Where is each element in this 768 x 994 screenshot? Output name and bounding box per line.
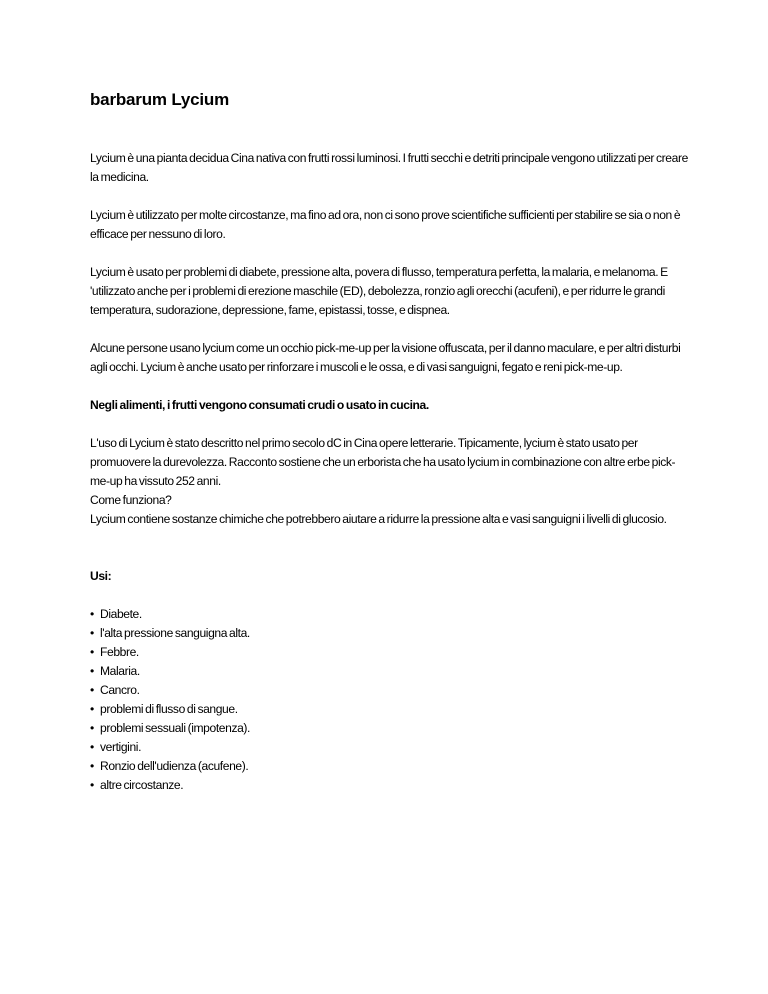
uses-list — [90, 605, 690, 795]
bullet-icon: • — [90, 702, 94, 716]
bullet-icon: • — [90, 645, 94, 659]
bullet-icon: • — [90, 721, 94, 735]
list-item — [90, 624, 690, 643]
paragraph-eyes: Alcune persone usano lycium come un occhio pick-me-up per la visione offuscata, per il danno maculare, e per altri disturbi agli occhi. Lycium è anche usato per rinforzare i muscoli e le ossa, e di vasi sanguigni, fegato e reni pick-me-up. — [90, 341, 681, 374]
list-item-label: vertigini. — [100, 740, 142, 754]
bullet-icon: • — [90, 626, 94, 640]
list-item-label: Febbre. — [100, 645, 139, 659]
list-item-label: Malaria. — [100, 664, 140, 678]
list-item-label: altre circostanze. — [100, 778, 184, 792]
list-item — [90, 605, 690, 624]
document-body — [90, 149, 690, 795]
document-title: barbarum Lycium — [90, 90, 230, 109]
list-item-label: problemi di flusso di sangue. — [100, 702, 238, 716]
paragraph-history: L'uso di Lycium è stato descritto nel primo secolo dC in Cina opere letterarie. Tipicamente, lycium è stato usato per promuovere la durevolezza. Racconto sostiene che un erborista che ha usato lycium in combinazione con altre erbe pick-me-up ha vissuto 252 anni. — [90, 436, 676, 488]
list-item — [90, 776, 690, 795]
list-item — [90, 643, 690, 662]
list-item — [90, 738, 690, 757]
uses-heading: Usi: — [90, 569, 112, 583]
bullet-icon: • — [90, 759, 94, 773]
list-item-label: Cancro. — [100, 683, 140, 697]
list-item — [90, 757, 690, 776]
list-item — [90, 681, 690, 700]
bullet-icon: • — [90, 740, 94, 754]
bullet-icon: • — [90, 607, 94, 621]
paragraph-food: Negli alimenti, i frutti vengono consumati crudi o usato in cucina. — [90, 398, 429, 412]
list-item — [90, 662, 690, 681]
paragraph-intro: Lycium è una pianta decidua Cina nativa con frutti rossi luminosi. I frutti secchi e detriti principale vengono utilizzati per creare la medicina. — [90, 151, 688, 184]
spacer — [90, 548, 690, 567]
paragraph-evidence: Lycium è utilizzato per molte circostanze, ma fino ad ora, non ci sono prove scientifiche sufficienti per stabilire se sia o non è efficace per nessuno di loro. — [90, 208, 681, 241]
list-item — [90, 719, 690, 738]
paragraph-conditions: Lycium è usato per problemi di diabete, pressione alta, povera di flusso, temperatura perfetta, la malaria, e melanoma. E 'utilizzato anche per i problemi di erezione maschile (ED), debolezza, ronzio agli orecchi (acufeni), e per ridurre le grandi temperatura, sudorazione, depressione, fame, epistassi, tosse, e dispnea. — [90, 265, 668, 317]
bullet-icon: • — [90, 683, 94, 697]
list-item-label: problemi sessuali (impotenza). — [100, 721, 251, 735]
bullet-icon: • — [90, 778, 94, 792]
list-item — [90, 700, 690, 719]
how-it-works-heading: Come funziona? — [90, 493, 172, 507]
list-item-label: l'alta pressione sanguigna alta. — [100, 626, 250, 640]
bullet-icon: • — [90, 664, 94, 678]
list-item-label: Diabete. — [100, 607, 142, 621]
paragraph-how-it-works: Lycium contiene sostanze chimiche che potrebbero aiutare a ridurre la pressione alta e vasi sanguigni i livelli di glucosio. — [90, 512, 667, 526]
list-item-label: Ronzio dell'udienza (acufene). — [100, 759, 249, 773]
